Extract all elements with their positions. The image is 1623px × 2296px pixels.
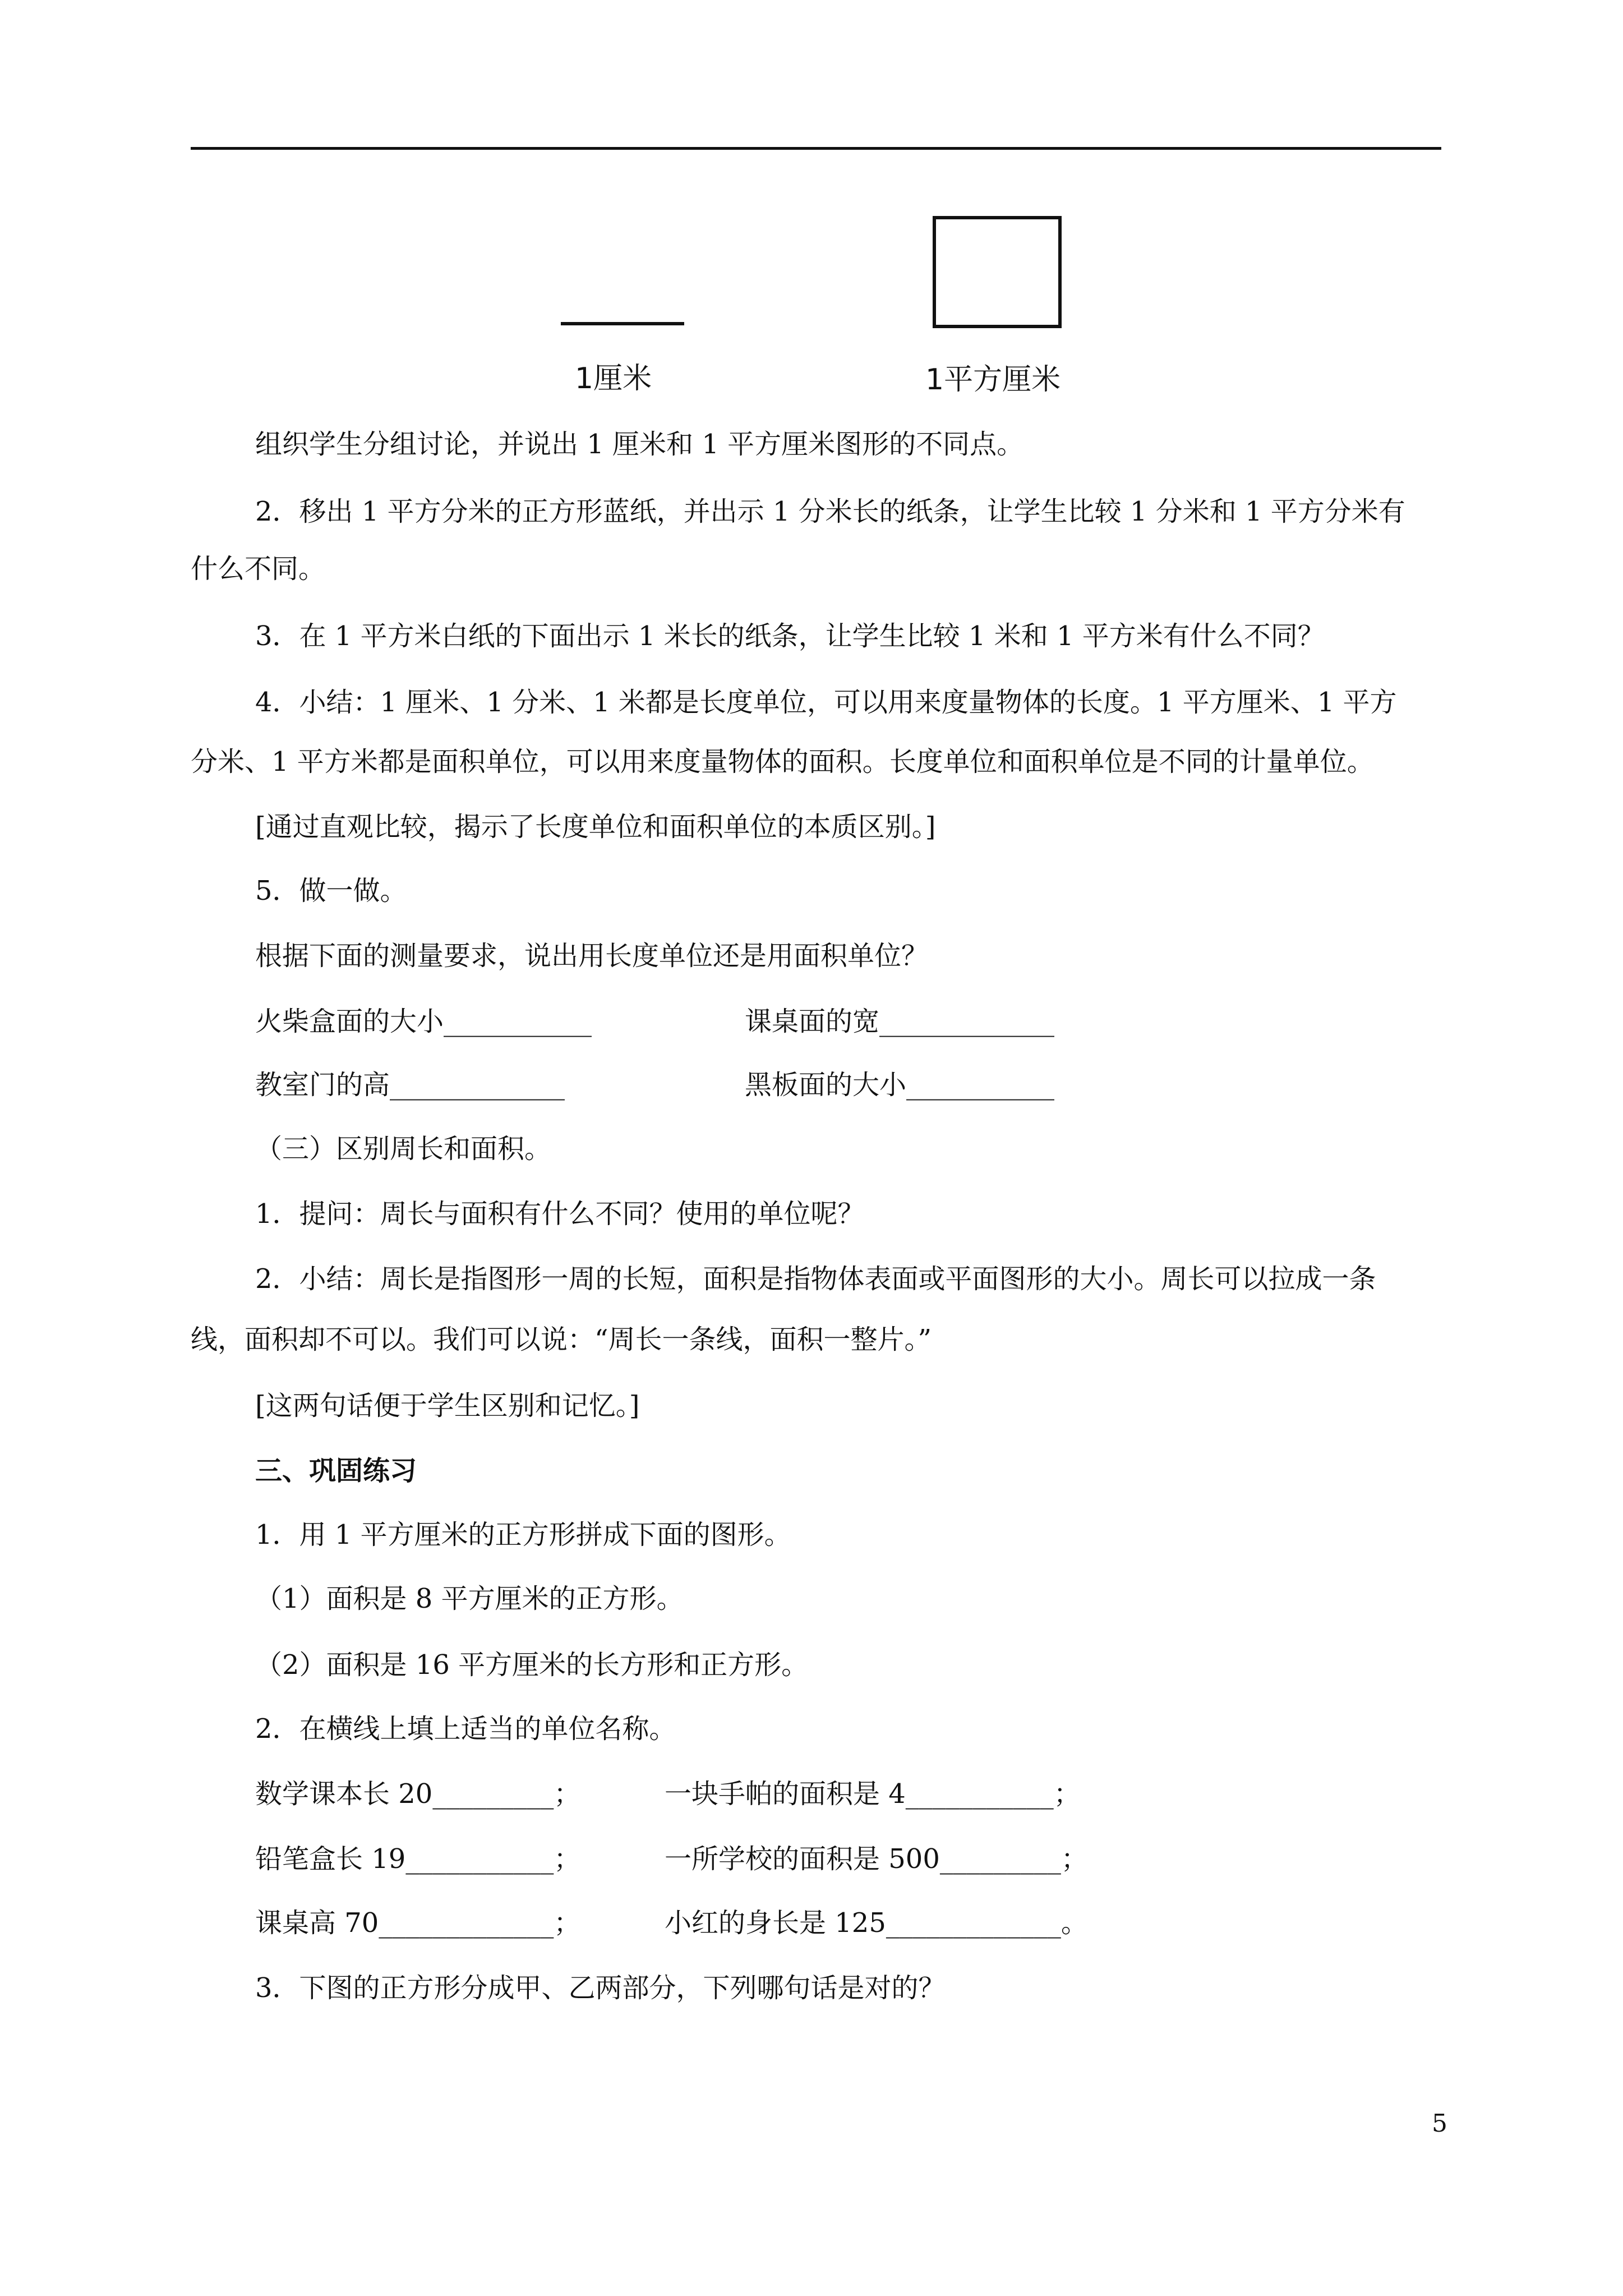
exercise-item: 火柴盒面的大小___________ <box>255 1006 592 1037</box>
paragraph-line: 分米、1 平方米都是面积单位，可以用来度量物体的面积。长度单位和面积单位是不同的计量单位。 <box>191 746 1374 777</box>
paragraph-line: [通过直观比较，揭示了长度单位和面积单位的本质区别。] <box>255 811 936 843</box>
paragraph-line: 2．在横线上填上适当的单位名称。 <box>255 1713 676 1745</box>
paragraph-line: 3．下图的正方形分成甲、乙两部分，下列哪句话是对的？ <box>255 1972 946 2004</box>
exercise-item: 课桌高 70_____________； <box>255 1907 581 1939</box>
exercise-item: 铅笔盒长 19___________； <box>255 1843 581 1875</box>
exercise-item: 一所学校的面积是 500_________； <box>665 1843 1088 1875</box>
paragraph-line: 组织学生分组讨论，并说出 1 厘米和 1 平方厘米图形的不同点。 <box>255 429 1024 460</box>
paragraph-line: 3．在 1 平方米白纸的下面出示 1 米长的纸条，让学生比较 1 米和 1 平方米有什么不同？ <box>255 620 1325 652</box>
exercise-item: 教室门的高_____________ <box>255 1069 565 1101</box>
paragraph-line: 4．小结：1 厘米、1 分米、1 米都是长度单位，可以用来度量物体的长度。1 平方厘米、1 平方 <box>255 687 1397 718</box>
paragraph-line: 什么不同。 <box>191 553 326 585</box>
exercise-item: 小红的身长是 125_____________。 <box>665 1907 1088 1939</box>
paragraph-line: （2）面积是 16 平方厘米的长方形和正方形。 <box>255 1649 809 1681</box>
paragraph-line: 2．移出 1 平方分米的正方形蓝纸，并出示 1 分米长的纸条，让学生比较 1 分米和 1 平方分米有 <box>255 496 1405 527</box>
figure-label-cm: 1厘米 <box>575 362 652 395</box>
header-rule <box>191 147 1441 150</box>
paragraph-line: [这两句话便于学生区别和记忆。] <box>255 1390 640 1421</box>
section-heading: （三）区别周长和面积。 <box>255 1133 552 1165</box>
paragraph-line: 根据下面的测量要求，说出用长度单位还是用面积单位？ <box>255 940 929 972</box>
paragraph-line: 1．用 1 平方厘米的正方形拼成下面的图形。 <box>255 1519 791 1550</box>
exercise-item: 数学课本长 20_________； <box>255 1778 581 1810</box>
paragraph-line: 2．小结：周长是指图形一周的长短，面积是指物体表面或平面图形的大小。周长可以拉成一条 <box>255 1263 1376 1295</box>
paragraph-line: 线，面积却不可以。我们可以说：“周长一条线，面积一整片。” <box>191 1324 932 1355</box>
exercise-item: 一块手帕的面积是 4___________； <box>665 1778 1081 1810</box>
paragraph-line: 5．做一做。 <box>255 875 407 907</box>
paragraph-line: 1．提问：周长与面积有什么不同？使用的单位呢？ <box>255 1198 865 1230</box>
section-heading: 三、巩固练习 <box>255 1455 417 1487</box>
paragraph-line: （1）面积是 8 平方厘米的正方形。 <box>255 1583 684 1614</box>
one-cm-line-figure <box>561 322 684 325</box>
exercise-item: 课桌面的宽_____________ <box>745 1006 1055 1037</box>
one-sq-cm-square-figure <box>933 216 1062 328</box>
page-number: 5 <box>1432 2109 1447 2138</box>
exercise-item: 黑板面的大小___________ <box>745 1069 1055 1101</box>
figure-label-sqcm: 1平方厘米 <box>925 363 1061 397</box>
